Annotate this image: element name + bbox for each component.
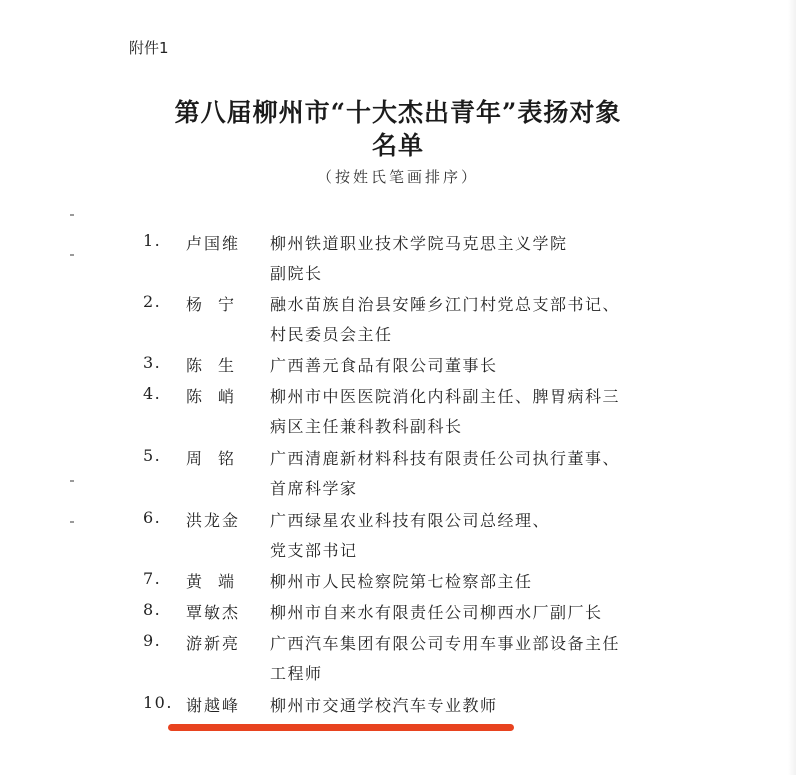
scan-speck [70, 214, 74, 216]
entry-number: 4. [143, 384, 162, 403]
sort-note: （按姓氏笔画排序） [316, 168, 479, 186]
entry-name: 陈生 [186, 356, 251, 375]
entry-org-continued: 工程师 [270, 664, 323, 683]
document-title-continued: 名单 [371, 131, 424, 160]
entry-number: 7. [143, 569, 162, 588]
entry-org: 广西汽车集团有限公司专用车事业部设备主任 [270, 634, 621, 653]
document-title: 第八届柳州市“十大杰出青年”表扬对象 [174, 98, 622, 127]
entry-org: 广西善元食品有限公司董事长 [270, 356, 498, 375]
attachment-label: 附件1 [129, 39, 169, 57]
entry-org-continued: 首席科学家 [270, 479, 358, 498]
entry-name: 洪龙金 [186, 511, 241, 530]
entry-number: 8. [143, 600, 162, 619]
scan-speck [70, 254, 74, 256]
entry-number: 6. [143, 508, 162, 527]
entry-org: 广西清鹿新材料科技有限责任公司执行董事、 [270, 449, 621, 468]
entry-name: 杨宁 [186, 295, 251, 314]
entry-org-continued: 党支部书记 [270, 541, 358, 560]
entry-name: 谢越峰 [186, 696, 241, 715]
entry-org: 柳州铁道职业技术学院马克思主义学院 [270, 234, 568, 253]
entry-org: 柳州市中医医院消化内科副主任、脾胃病科三 [270, 387, 621, 406]
highlight-underline [168, 724, 514, 731]
entry-org-continued: 副院长 [270, 264, 323, 283]
entry-org-continued: 病区主任兼科教科副科长 [270, 417, 463, 436]
entry-name: 陈峭 [186, 387, 251, 406]
entry-org: 柳州市交通学校汽车专业教师 [270, 696, 498, 715]
entry-number: 2. [143, 292, 162, 311]
entry-name: 游新亮 [186, 634, 241, 653]
entry-number: 1. [143, 231, 162, 250]
entry-org: 融水苗族自治县安陲乡江门村党总支部书记、 [270, 295, 621, 314]
entry-name: 覃敏杰 [186, 603, 241, 622]
entry-number: 10. [143, 693, 173, 712]
entry-name: 黄端 [186, 572, 251, 591]
entry-org-continued: 村民委员会主任 [270, 325, 393, 344]
entry-name: 周铭 [186, 449, 251, 468]
entry-number: 5. [143, 446, 162, 465]
entry-org: 柳州市自来水有限责任公司柳西水厂副厂长 [270, 603, 603, 622]
entry-name: 卢国维 [186, 234, 241, 253]
scan-speck [70, 480, 74, 482]
scan-speck [70, 521, 74, 523]
entry-org: 广西绿星农业科技有限公司总经理、 [270, 511, 551, 530]
entry-number: 3. [143, 353, 162, 372]
entry-org: 柳州市人民检察院第七检察部主任 [270, 572, 533, 591]
entry-number: 9. [143, 631, 162, 650]
